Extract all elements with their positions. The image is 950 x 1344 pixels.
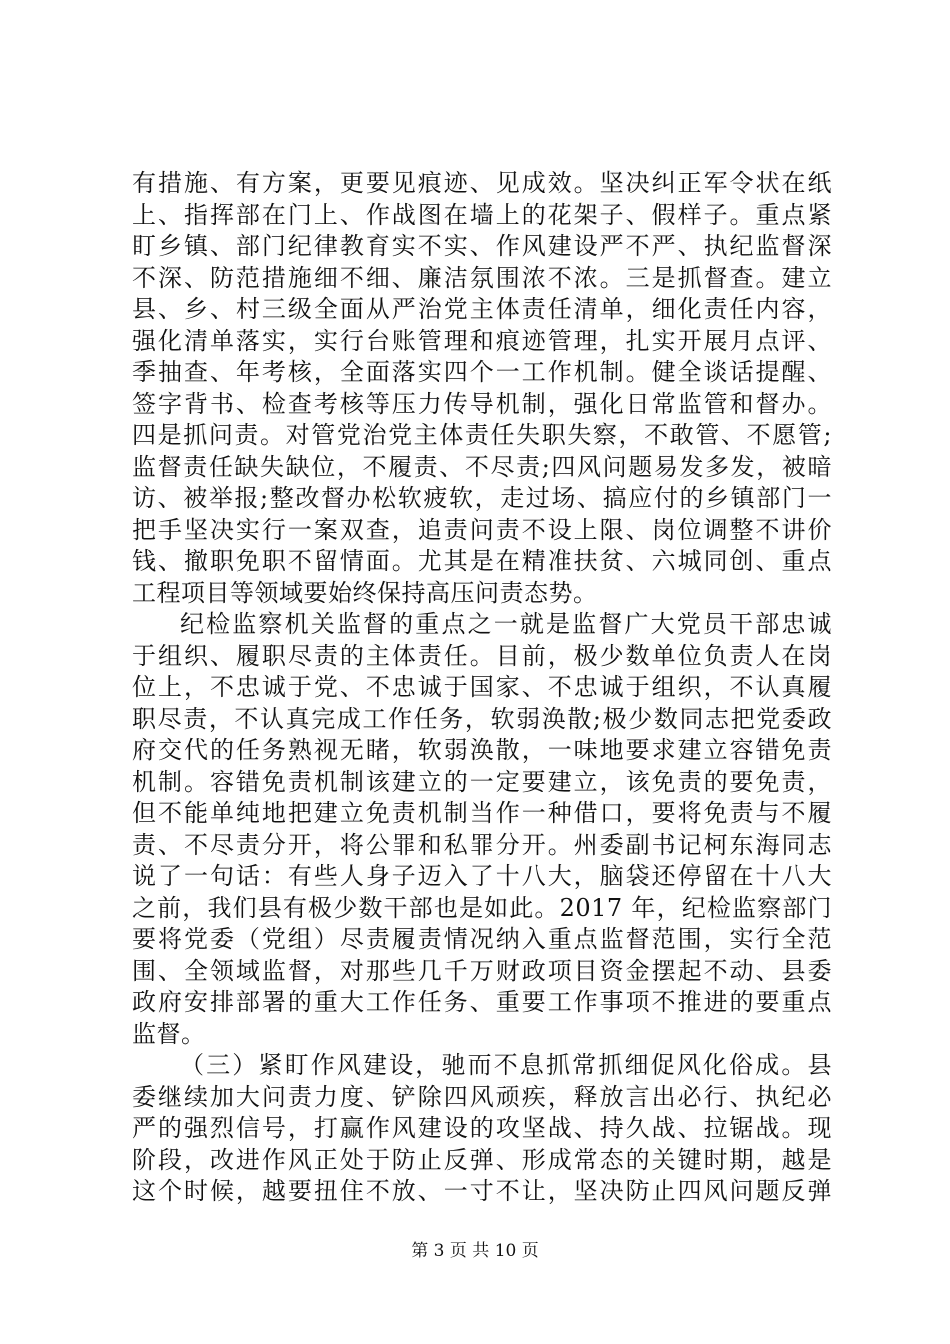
text-line: 但不能单纯地把建立免责机制当作一种借口，要将免责与不履	[132, 799, 832, 827]
text-line: 监督。	[132, 1019, 206, 1048]
text-line: 要将党委（党组）尽责履责情况纳入重点监督范围，实行全范	[132, 925, 832, 953]
paragraph-first-line: 纪检监察机关监督的重点之一就是监督广大党员干部忠诚	[180, 610, 832, 638]
text-line: 说了一句话：有些人身子迈入了十八大，脑袋还停留在十八大	[132, 862, 832, 890]
text-line: 访、被举报;整改督办松软疲软，走过场、搞应付的乡镇部门一	[132, 484, 832, 512]
text-line: 有措施、有方案，更要见痕迹、见成效。坚决纠正军令状在纸	[132, 169, 832, 197]
text-line: 强化清单落实，实行台账管理和痕迹管理，扎实开展月点评、	[132, 326, 832, 355]
text-line: 不深、防范措施细不细、廉洁氛围浓不浓。三是抓督查。建立	[132, 263, 832, 292]
text-line: 职尽责，不认真完成工作任务，软弱涣散;极少数同志把党委政	[132, 704, 832, 733]
text-line: 政府安排部署的重大工作任务、重要工作事项不推进的要重点	[132, 988, 832, 1016]
text-line: 监督责任缺失缺位，不履责、不尽责;四风问题易发多发，被暗	[132, 452, 832, 481]
page-number: 第 3 页 共 10 页	[411, 1241, 539, 1261]
text-line: 季抽查、年考核，全面落实四个一工作机制。健全谈话提醒、	[132, 358, 832, 386]
text-line: 这个时候，越要扭住不放、一寸不让，坚决防止四风问题反弹	[132, 1177, 832, 1205]
text-line: 四是抓问责。对管党治党主体责任失职失察，不敢管、不愿管;	[132, 421, 832, 449]
section-heading-line: （三）紧盯作风建设，驰而不息抓常抓细促风化俗成。县	[180, 1051, 832, 1079]
text-line: 于组织、履职尽责的主体责任。目前，极少数单位负责人在岗	[132, 641, 832, 670]
text-line: 阶段，改进作风正处于防止反弹、形成常态的关键时期，越是	[132, 1145, 832, 1174]
text-line: 位上，不忠诚于党、不忠诚于国家、不忠诚于组织，不认真履	[132, 673, 832, 701]
text-line: 之前，我们县有极少数干部也是如此。2017 年，纪检监察部门	[132, 893, 832, 922]
text-line: 机制。容错免责机制该建立的一定要建立，该免责的要免责，	[132, 767, 832, 796]
text-line: 委继续加大问责力度、铲除四风顽疾，释放言出必行、执纪必	[132, 1082, 832, 1111]
page-footer	[0, 1240, 950, 1262]
body-text	[132, 168, 832, 1208]
text-line: 围、全领域监督，对那些几千万财政项目资金摆起不动、县委	[132, 956, 832, 985]
text-line: 把手坚决实行一案双查，追责问责不设上限、岗位调整不讲价	[132, 515, 832, 544]
text-line: 县、乡、村三级全面从严治党主体责任清单，细化责任内容，	[132, 295, 832, 323]
text-line: 工程项目等领域要始终保持高压问责态势。	[132, 578, 598, 607]
text-line: 府交代的任务熟视无睹，软弱涣散，一味地要求建立容错免责	[132, 736, 832, 764]
text-line: 责、不尽责分开，将公罪和私罪分开。州委副书记柯东海同志	[132, 830, 832, 859]
text-line: 盯乡镇、部门纪律教育实不实、作风建设严不严、执纪监督深	[132, 232, 832, 260]
text-line: 签字背书、检查考核等压力传导机制，强化日常监管和督办。	[132, 389, 832, 418]
text-line: 严的强烈信号，打赢作风建设的攻坚战、持久战、拉锯战。现	[132, 1114, 832, 1142]
text-line: 钱、撤职免职不留情面。尤其是在精准扶贫、六城同创、重点	[132, 547, 832, 575]
text-line: 上、指挥部在门上、作战图在墙上的花架子、假样子。重点紧	[132, 200, 832, 229]
